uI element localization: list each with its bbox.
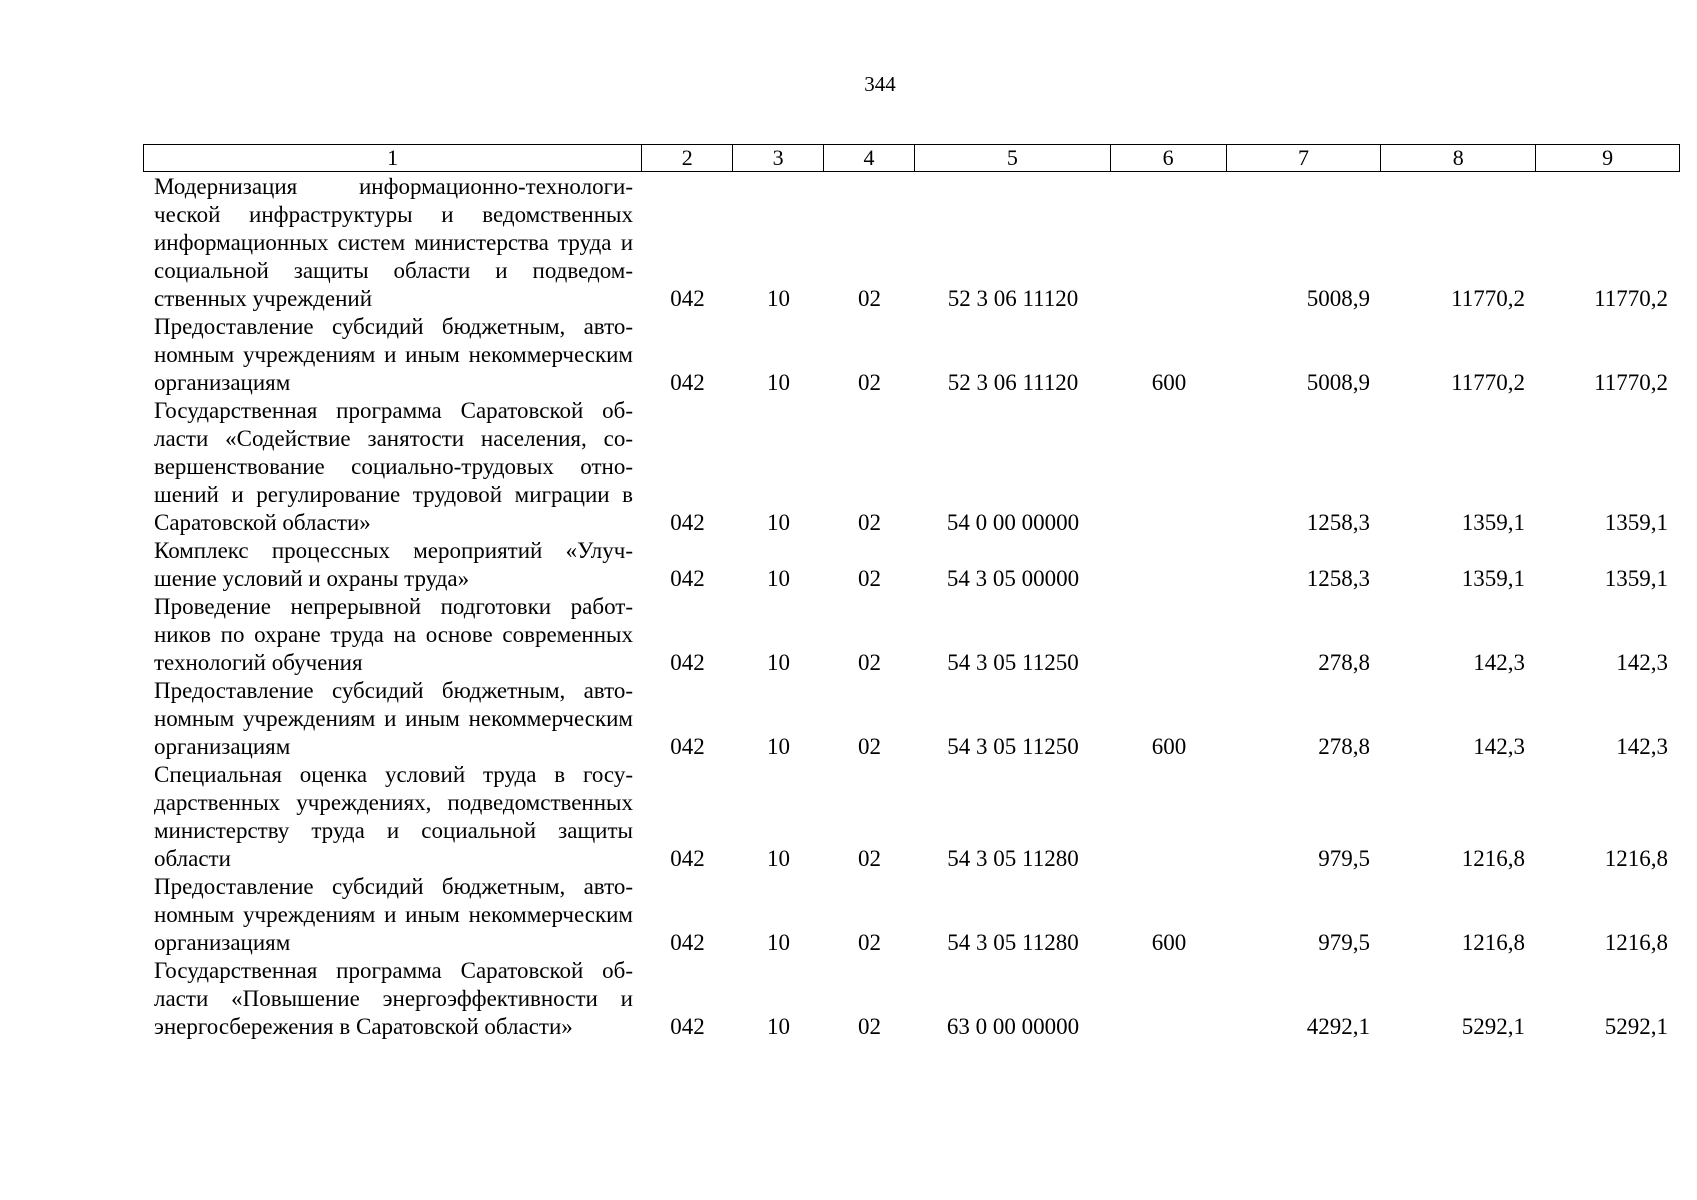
column-header-2: 2 <box>642 145 733 171</box>
row-code-3: 10 <box>767 1014 790 1039</box>
column-header-8: 8 <box>1381 145 1536 171</box>
table-row <box>143 957 1680 1041</box>
row-value-7: 278,8 <box>1318 734 1370 759</box>
table-row <box>143 173 1680 313</box>
row-description: Предоставление субсидий бюджетным, автономным учреждениям и иным некоммерческим организациям <box>154 874 633 955</box>
row-value-9: 1216,8 <box>1604 930 1668 955</box>
row-code-2: 042 <box>670 370 705 395</box>
row-value-8: 1216,8 <box>1461 930 1525 955</box>
row-code-3: 10 <box>767 734 790 759</box>
column-header-3: 3 <box>733 145 824 171</box>
row-code-4: 02 <box>858 846 881 871</box>
row-code-4: 02 <box>858 510 881 535</box>
row-code-3: 10 <box>767 650 790 675</box>
row-value-9: 5292,1 <box>1604 1014 1668 1039</box>
row-value-9: 142,3 <box>1616 650 1668 675</box>
row-code-3: 10 <box>767 510 790 535</box>
row-value-7: 5008,9 <box>1306 370 1370 395</box>
row-code-3: 10 <box>767 846 790 871</box>
row-value-8: 11770,2 <box>1451 286 1525 311</box>
table-row <box>143 397 1680 537</box>
table-row <box>143 537 1680 593</box>
column-header-4: 4 <box>824 145 915 171</box>
row-code-5: 54 3 05 11250 <box>947 734 1079 759</box>
row-value-8: 1359,1 <box>1461 510 1525 535</box>
row-description: Предоставление субсидий бюджетным, автономным учреждениям и иным некоммерческим организациям <box>154 314 633 395</box>
row-value-7: 979,5 <box>1318 846 1370 871</box>
row-description: Проведение непрерывной подготовки работников по охране труда на основе современных технологий обучения <box>154 594 633 675</box>
row-code-4: 02 <box>858 650 881 675</box>
row-value-7: 1258,3 <box>1306 566 1370 591</box>
row-code-2: 042 <box>670 1014 705 1039</box>
row-code-2: 042 <box>670 846 705 871</box>
row-code-2: 042 <box>670 650 705 675</box>
row-value-8: 142,3 <box>1473 734 1525 759</box>
row-description: Государственная программа Саратовской области «Повышение энергоэффективности и энергосбережения в Саратовской области» <box>154 958 633 1039</box>
row-code-2: 042 <box>670 734 705 759</box>
row-value-9: 1359,1 <box>1604 566 1668 591</box>
row-code-6: 600 <box>1151 734 1187 759</box>
row-code-5: 54 3 05 00000 <box>946 566 1080 591</box>
row-code-3: 10 <box>767 930 790 955</box>
row-code-4: 02 <box>858 1014 881 1039</box>
table-body <box>143 173 1680 1041</box>
column-header-5: 5 <box>915 145 1111 171</box>
column-header-6: 6 <box>1111 145 1227 171</box>
column-header-1: 1 <box>144 145 642 171</box>
row-value-9: 142,3 <box>1616 734 1668 759</box>
row-description: Государственная программа Саратовской области «Содействие занятости населения, совершенствование социально-трудовых отношений и регулирование трудовой миграции в Саратовской области» <box>154 398 633 535</box>
row-value-8: 5292,1 <box>1461 1014 1525 1039</box>
row-code-4: 02 <box>858 286 881 311</box>
row-code-2: 042 <box>670 566 705 591</box>
row-value-9: 1359,1 <box>1604 510 1668 535</box>
table-row <box>143 313 1680 397</box>
row-code-3: 10 <box>767 286 790 311</box>
row-value-9: 1216,8 <box>1604 846 1668 871</box>
row-code-6: 600 <box>1151 370 1187 395</box>
row-value-9: 11770,2 <box>1594 286 1668 311</box>
row-value-8: 1359,1 <box>1461 566 1525 591</box>
row-code-4: 02 <box>858 566 881 591</box>
row-description: Комплекс процессных мероприятий «Улучшение условий и охраны труда» <box>154 538 633 591</box>
table-row <box>143 873 1680 957</box>
row-code-5: 54 3 05 11280 <box>947 846 1079 871</box>
row-code-4: 02 <box>858 734 881 759</box>
row-value-7: 278,8 <box>1318 650 1370 675</box>
row-value-9: 11770,2 <box>1594 370 1668 395</box>
row-code-5: 54 3 05 11250 <box>947 650 1079 675</box>
row-value-8: 142,3 <box>1473 650 1525 675</box>
column-header-7: 7 <box>1227 145 1382 171</box>
row-code-6: 600 <box>1151 930 1187 955</box>
table-row <box>143 677 1680 761</box>
table-row <box>143 593 1680 677</box>
row-description: Модернизация информационно-технологической инфраструктуры и ведомственных информационных систем министерства труда и социальной защиты области и подведомственных учреждений <box>154 174 633 311</box>
row-code-2: 042 <box>670 930 705 955</box>
row-code-4: 02 <box>858 370 881 395</box>
row-code-3: 10 <box>767 566 790 591</box>
row-code-5: 63 0 00 00000 <box>946 1014 1080 1039</box>
row-code-5: 52 3 06 11120 <box>947 286 1079 311</box>
table-row <box>143 761 1680 873</box>
row-code-5: 52 3 06 11120 <box>947 370 1079 395</box>
row-description: Специальная оценка условий труда в государственных учреждениях, подведомственных министерству труда и социальной защиты области <box>154 762 633 871</box>
row-value-8: 11770,2 <box>1451 370 1525 395</box>
row-code-4: 02 <box>858 930 881 955</box>
row-code-5: 54 3 05 11280 <box>947 930 1079 955</box>
row-value-7: 979,5 <box>1318 930 1370 955</box>
row-value-8: 1216,8 <box>1461 846 1525 871</box>
page-number: 344 <box>864 72 896 96</box>
row-value-7: 1258,3 <box>1306 510 1370 535</box>
row-code-5: 54 0 00 00000 <box>946 510 1080 535</box>
row-code-3: 10 <box>767 370 790 395</box>
column-header-9: 9 <box>1602 145 1614 170</box>
table-header <box>143 144 1680 172</box>
row-code-2: 042 <box>670 286 705 311</box>
row-description: Предоставление субсидий бюджетным, автономным учреждениям и иным некоммерческим организациям <box>154 678 633 759</box>
row-value-7: 4292,1 <box>1306 1014 1370 1039</box>
row-code-2: 042 <box>670 510 705 535</box>
row-value-7: 5008,9 <box>1306 286 1370 311</box>
